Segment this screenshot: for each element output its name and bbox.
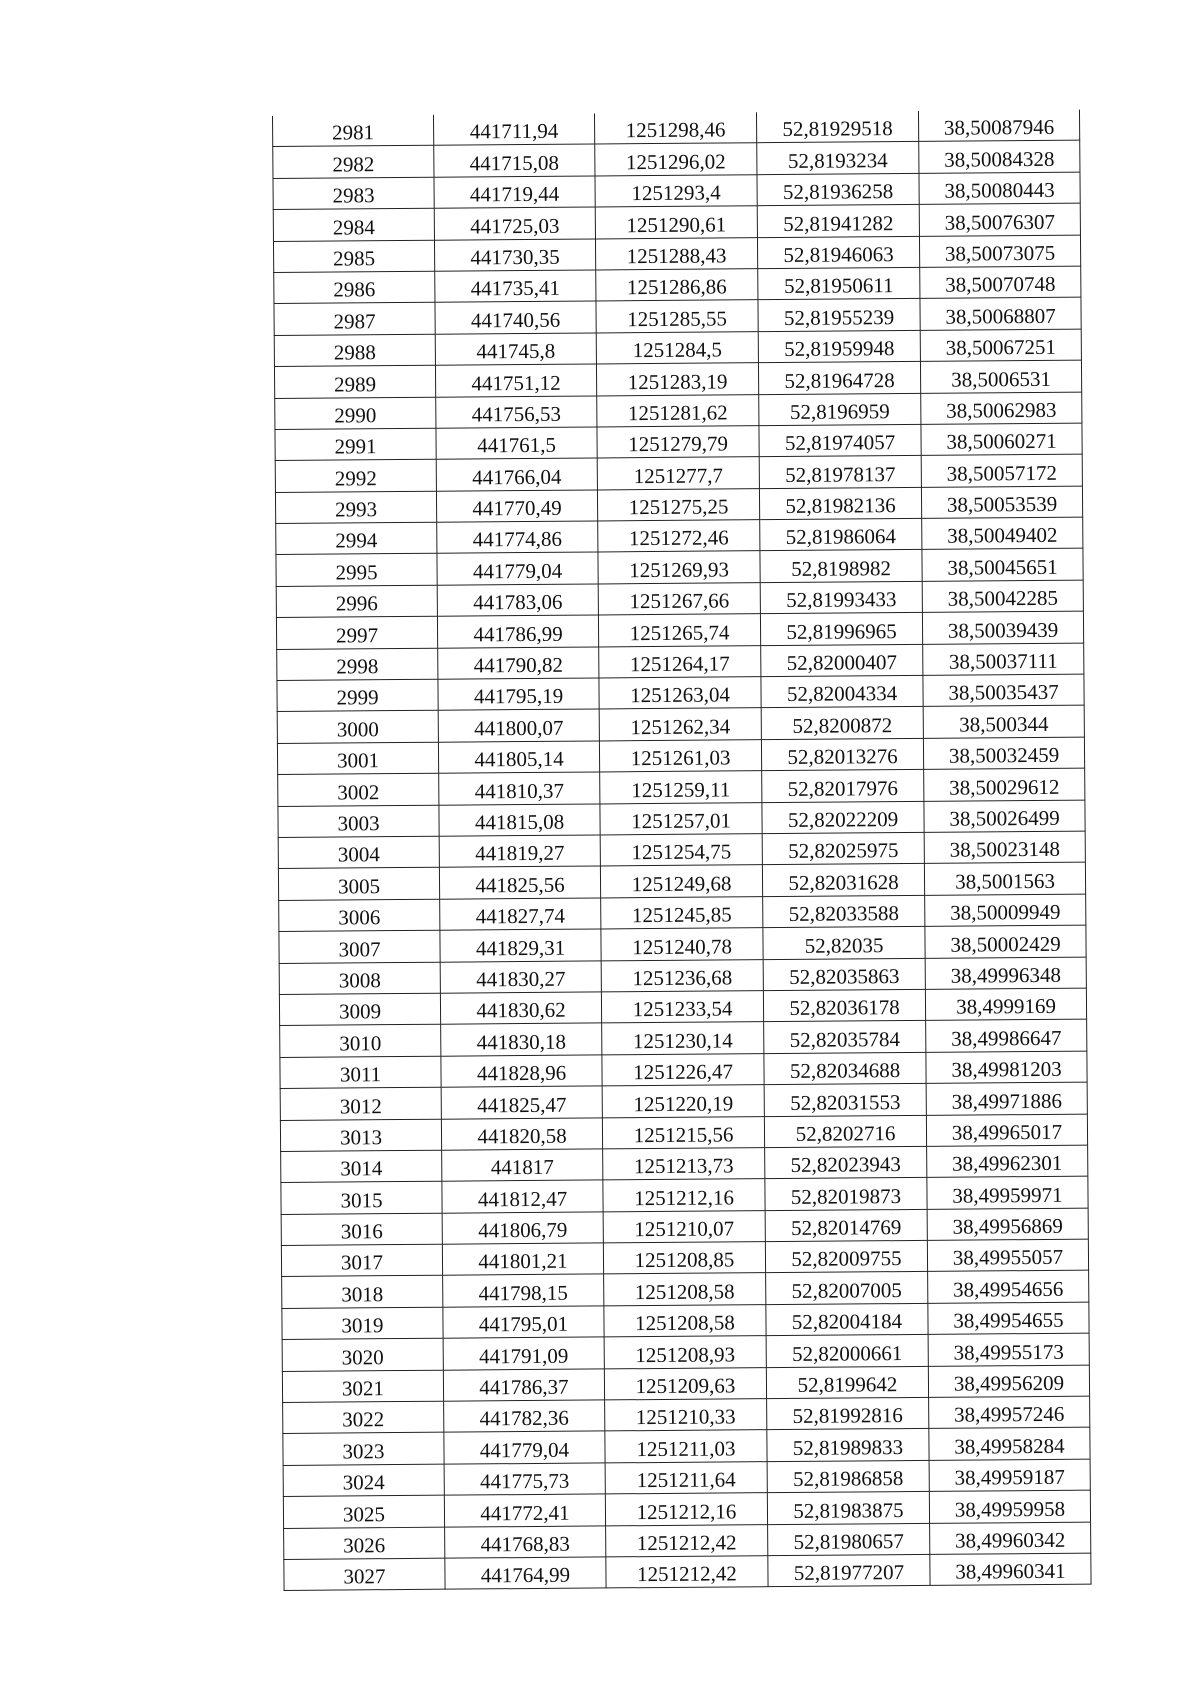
coordinates-table bbox=[272, 110, 1092, 1592]
x-coordinate-cell: 441810,37 bbox=[439, 772, 600, 805]
point-number-cell: 2988 bbox=[274, 334, 435, 367]
latitude-cell: 52,82022209 bbox=[762, 801, 924, 834]
latitude-cell: 52,8200872 bbox=[761, 707, 923, 740]
y-coordinate-cell: 1251275,25 bbox=[597, 488, 759, 521]
point-number-cell: 2994 bbox=[276, 522, 437, 555]
longitude-cell: 38,5001563 bbox=[924, 863, 1085, 896]
latitude-cell: 52,82035784 bbox=[764, 1021, 926, 1054]
x-coordinate-cell: 441825,47 bbox=[441, 1086, 602, 1119]
y-coordinate-cell: 1251293,4 bbox=[595, 174, 757, 207]
point-number-cell: 3026 bbox=[284, 1527, 445, 1560]
latitude-cell: 52,82031628 bbox=[762, 864, 924, 897]
point-number-cell: 3007 bbox=[279, 930, 440, 963]
point-number-cell: 2991 bbox=[275, 428, 436, 461]
y-coordinate-cell: 1251208,58 bbox=[604, 1273, 766, 1306]
point-number-cell: 3025 bbox=[283, 1495, 444, 1528]
y-coordinate-cell: 1251211,64 bbox=[605, 1461, 767, 1494]
longitude-cell: 38,50062983 bbox=[921, 392, 1082, 425]
point-number-cell: 3027 bbox=[284, 1558, 445, 1591]
point-number-cell: 3018 bbox=[282, 1276, 443, 1309]
latitude-cell: 52,81986858 bbox=[767, 1460, 929, 1493]
longitude-cell: 38,49959958 bbox=[929, 1490, 1090, 1523]
longitude-cell: 38,4999169 bbox=[925, 988, 1086, 1021]
longitude-cell: 38,49960341 bbox=[930, 1553, 1091, 1586]
x-coordinate-cell: 441830,27 bbox=[440, 960, 601, 993]
x-coordinate-cell: 441775,73 bbox=[444, 1463, 605, 1496]
longitude-cell: 38,49958284 bbox=[929, 1428, 1090, 1461]
latitude-cell: 52,81992816 bbox=[767, 1397, 929, 1430]
latitude-cell: 52,81980657 bbox=[768, 1523, 930, 1556]
longitude-cell: 38,50084328 bbox=[919, 141, 1080, 174]
latitude-cell: 52,82004334 bbox=[761, 675, 923, 708]
y-coordinate-cell: 1251288,43 bbox=[595, 237, 757, 270]
x-coordinate-cell: 441766,04 bbox=[436, 458, 597, 491]
latitude-cell: 52,81974057 bbox=[759, 424, 921, 457]
longitude-cell: 38,500344 bbox=[923, 706, 1084, 739]
longitude-cell: 38,49986647 bbox=[926, 1019, 1087, 1052]
y-coordinate-cell: 1251208,85 bbox=[603, 1242, 765, 1275]
longitude-cell: 38,50057172 bbox=[921, 454, 1082, 487]
latitude-cell: 52,8196959 bbox=[759, 393, 921, 426]
y-coordinate-cell: 1251272,46 bbox=[598, 520, 760, 553]
point-number-cell: 3008 bbox=[279, 962, 440, 995]
point-number-cell: 2995 bbox=[276, 554, 437, 587]
point-number-cell: 3002 bbox=[278, 773, 439, 806]
y-coordinate-cell: 1251264,17 bbox=[599, 645, 761, 678]
longitude-cell: 38,49954656 bbox=[928, 1271, 1089, 1304]
y-coordinate-cell: 1251261,03 bbox=[599, 739, 761, 772]
longitude-cell: 38,49956869 bbox=[927, 1208, 1088, 1241]
longitude-cell: 38,49954655 bbox=[928, 1302, 1089, 1335]
y-coordinate-cell: 1251263,04 bbox=[599, 677, 761, 710]
longitude-cell: 38,50037111 bbox=[923, 643, 1084, 676]
point-number-cell: 3004 bbox=[278, 836, 439, 869]
x-coordinate-cell: 441786,99 bbox=[437, 615, 598, 648]
x-coordinate-cell: 441779,04 bbox=[444, 1431, 605, 1464]
y-coordinate-cell: 1251277,7 bbox=[597, 457, 759, 490]
point-number-cell: 3003 bbox=[278, 805, 439, 838]
point-number-cell: 2982 bbox=[273, 146, 434, 179]
latitude-cell: 52,8202716 bbox=[764, 1115, 926, 1148]
longitude-cell: 38,50049402 bbox=[922, 517, 1083, 550]
latitude-cell: 52,82036178 bbox=[763, 989, 925, 1022]
y-coordinate-cell: 1251285,55 bbox=[596, 300, 758, 333]
y-coordinate-cell: 1251208,93 bbox=[604, 1336, 766, 1369]
point-number-cell: 2985 bbox=[273, 240, 434, 273]
x-coordinate-cell: 441795,01 bbox=[443, 1306, 604, 1339]
latitude-cell: 52,82019873 bbox=[765, 1178, 927, 1211]
longitude-cell: 38,49965017 bbox=[926, 1114, 1087, 1147]
latitude-cell: 52,82033588 bbox=[763, 895, 925, 928]
point-number-cell: 2993 bbox=[275, 491, 436, 524]
longitude-cell: 38,49962301 bbox=[927, 1145, 1088, 1178]
latitude-cell: 52,82035 bbox=[763, 927, 925, 960]
coordinates-table-body bbox=[272, 110, 1091, 1591]
latitude-cell: 52,82023943 bbox=[765, 1146, 927, 1179]
latitude-cell: 52,81989833 bbox=[767, 1429, 929, 1462]
longitude-cell: 38,50029612 bbox=[924, 768, 1085, 801]
latitude-cell: 52,82034688 bbox=[764, 1052, 926, 1085]
latitude-cell: 52,82031553 bbox=[764, 1084, 926, 1117]
longitude-cell: 38,49955057 bbox=[927, 1239, 1088, 1272]
point-number-cell: 2998 bbox=[277, 648, 438, 681]
latitude-cell: 52,81929518 bbox=[756, 111, 918, 143]
latitude-cell: 52,82000407 bbox=[761, 644, 923, 677]
latitude-cell: 52,81986064 bbox=[760, 518, 922, 551]
x-coordinate-cell: 441751,12 bbox=[435, 364, 596, 397]
point-number-cell: 3021 bbox=[282, 1370, 443, 1403]
latitude-cell: 52,82025975 bbox=[762, 832, 924, 865]
point-number-cell: 3006 bbox=[279, 899, 440, 932]
latitude-cell: 52,81959948 bbox=[758, 330, 920, 363]
latitude-cell: 52,81936258 bbox=[757, 173, 919, 206]
longitude-cell: 38,50032459 bbox=[923, 737, 1084, 770]
latitude-cell: 52,81950611 bbox=[758, 267, 920, 300]
x-coordinate-cell: 441798,15 bbox=[443, 1274, 604, 1307]
latitude-cell: 52,82013276 bbox=[761, 738, 923, 771]
longitude-cell: 38,50023148 bbox=[924, 831, 1085, 864]
longitude-cell: 38,50068807 bbox=[920, 297, 1081, 330]
y-coordinate-cell: 1251259,11 bbox=[600, 771, 762, 804]
longitude-cell: 38,50045651 bbox=[922, 549, 1083, 582]
y-coordinate-cell: 1251236,68 bbox=[601, 959, 763, 992]
x-coordinate-cell: 441735,41 bbox=[435, 270, 596, 303]
longitude-cell: 38,50026499 bbox=[924, 800, 1085, 833]
point-number-cell: 3005 bbox=[278, 868, 439, 901]
x-coordinate-cell: 441768,83 bbox=[445, 1526, 606, 1559]
x-coordinate-cell: 441805,14 bbox=[438, 741, 599, 774]
x-coordinate-cell: 441761,5 bbox=[436, 427, 597, 460]
x-coordinate-cell: 441711,94 bbox=[433, 113, 594, 145]
longitude-cell: 38,50080443 bbox=[919, 172, 1080, 205]
longitude-cell: 38,50070748 bbox=[920, 266, 1081, 299]
latitude-cell: 52,8193234 bbox=[757, 142, 919, 175]
point-number-cell: 3001 bbox=[277, 742, 438, 775]
point-number-cell: 2999 bbox=[277, 679, 438, 712]
y-coordinate-cell: 1251240,78 bbox=[601, 928, 763, 961]
y-coordinate-cell: 1251284,5 bbox=[596, 331, 758, 364]
latitude-cell: 52,82000661 bbox=[766, 1335, 928, 1368]
x-coordinate-cell: 441740,56 bbox=[435, 301, 596, 334]
point-number-cell: 3024 bbox=[283, 1464, 444, 1497]
point-number-cell: 3015 bbox=[281, 1181, 442, 1214]
latitude-cell: 52,81983875 bbox=[767, 1492, 929, 1525]
latitude-cell: 52,81955239 bbox=[758, 299, 920, 332]
x-coordinate-cell: 441819,27 bbox=[439, 835, 600, 868]
point-number-cell: 3000 bbox=[277, 711, 438, 744]
y-coordinate-cell: 1251213,73 bbox=[603, 1148, 765, 1181]
table-row bbox=[284, 1553, 1091, 1591]
longitude-cell: 38,50073075 bbox=[919, 235, 1080, 268]
x-coordinate-cell: 441801,21 bbox=[442, 1243, 603, 1276]
point-number-cell: 2992 bbox=[275, 460, 436, 493]
point-number-cell: 2987 bbox=[274, 303, 435, 336]
x-coordinate-cell: 441830,62 bbox=[440, 992, 601, 1025]
point-number-cell: 3020 bbox=[282, 1338, 443, 1371]
x-coordinate-cell: 441779,04 bbox=[437, 552, 598, 585]
x-coordinate-cell: 441812,47 bbox=[442, 1180, 603, 1213]
point-number-cell: 3016 bbox=[281, 1213, 442, 1246]
latitude-cell: 52,82004184 bbox=[766, 1303, 928, 1336]
longitude-cell: 38,50053539 bbox=[921, 486, 1082, 519]
latitude-cell: 52,81993433 bbox=[760, 581, 922, 614]
point-number-cell: 2990 bbox=[275, 397, 436, 430]
x-coordinate-cell: 441783,06 bbox=[437, 584, 598, 617]
y-coordinate-cell: 1251233,54 bbox=[601, 991, 763, 1024]
latitude-cell: 52,8199642 bbox=[766, 1366, 928, 1399]
x-coordinate-cell: 441774,86 bbox=[437, 521, 598, 554]
y-coordinate-cell: 1251220,19 bbox=[602, 1085, 764, 1118]
point-number-cell: 3010 bbox=[280, 1025, 441, 1058]
y-coordinate-cell: 1251212,42 bbox=[606, 1524, 768, 1557]
longitude-cell: 38,50076307 bbox=[919, 203, 1080, 236]
x-coordinate-cell: 441782,36 bbox=[444, 1400, 605, 1433]
longitude-cell: 38,50042285 bbox=[922, 580, 1083, 613]
longitude-cell: 38,50009949 bbox=[925, 894, 1086, 927]
point-number-cell: 3017 bbox=[281, 1244, 442, 1277]
y-coordinate-cell: 1251212,16 bbox=[605, 1493, 767, 1526]
latitude-cell: 52,81946063 bbox=[757, 236, 919, 269]
x-coordinate-cell: 441770,49 bbox=[436, 490, 597, 523]
point-number-cell: 2996 bbox=[276, 585, 437, 618]
x-coordinate-cell: 441790,82 bbox=[438, 647, 599, 680]
y-coordinate-cell: 1251249,68 bbox=[600, 865, 762, 898]
latitude-cell: 52,81964728 bbox=[758, 362, 920, 395]
y-coordinate-cell: 1251262,34 bbox=[599, 708, 761, 741]
x-coordinate-cell: 441745,8 bbox=[435, 333, 596, 366]
longitude-cell: 38,50039439 bbox=[922, 611, 1083, 644]
y-coordinate-cell: 1251267,66 bbox=[598, 583, 760, 616]
longitude-cell: 38,49996348 bbox=[925, 957, 1086, 990]
x-coordinate-cell: 441795,19 bbox=[438, 678, 599, 711]
point-number-cell: 3022 bbox=[283, 1401, 444, 1434]
point-number-cell: 3023 bbox=[283, 1433, 444, 1466]
latitude-cell: 52,81982136 bbox=[759, 487, 921, 520]
latitude-cell: 52,82007005 bbox=[766, 1272, 928, 1305]
y-coordinate-cell: 1251226,47 bbox=[602, 1053, 764, 1086]
latitude-cell: 52,82035863 bbox=[763, 958, 925, 991]
point-number-cell: 2984 bbox=[273, 208, 434, 241]
x-coordinate-cell: 441829,31 bbox=[440, 929, 601, 962]
longitude-cell: 38,49971886 bbox=[926, 1082, 1087, 1115]
x-coordinate-cell: 441772,41 bbox=[444, 1494, 605, 1527]
point-number-cell: 3012 bbox=[280, 1087, 441, 1120]
x-coordinate-cell: 441828,96 bbox=[441, 1055, 602, 1088]
longitude-cell: 38,50067251 bbox=[920, 329, 1081, 362]
latitude-cell: 52,82014769 bbox=[765, 1209, 927, 1242]
y-coordinate-cell: 1251279,79 bbox=[597, 426, 759, 459]
longitude-cell: 38,49981203 bbox=[926, 1051, 1087, 1084]
latitude-cell: 52,82017976 bbox=[762, 770, 924, 803]
y-coordinate-cell: 1251286,86 bbox=[596, 269, 758, 302]
point-number-cell: 2983 bbox=[273, 177, 434, 210]
latitude-cell: 52,81978137 bbox=[759, 456, 921, 489]
longitude-cell: 38,49956209 bbox=[928, 1365, 1089, 1398]
y-coordinate-cell: 1251296,02 bbox=[595, 143, 757, 176]
y-coordinate-cell: 1251209,63 bbox=[604, 1367, 766, 1400]
y-coordinate-cell: 1251210,07 bbox=[603, 1210, 765, 1243]
longitude-cell: 38,49955173 bbox=[928, 1333, 1089, 1366]
point-number-cell: 2981 bbox=[272, 115, 433, 147]
x-coordinate-cell: 441800,07 bbox=[438, 709, 599, 742]
longitude-cell: 38,50002429 bbox=[925, 925, 1086, 958]
x-coordinate-cell: 441825,56 bbox=[439, 866, 600, 899]
y-coordinate-cell: 1251211,03 bbox=[605, 1430, 767, 1463]
y-coordinate-cell: 1251212,42 bbox=[606, 1556, 768, 1589]
y-coordinate-cell: 1251269,93 bbox=[598, 551, 760, 584]
point-number-cell: 2997 bbox=[276, 616, 437, 649]
latitude-cell: 52,81941282 bbox=[757, 205, 919, 238]
longitude-cell: 38,50060271 bbox=[921, 423, 1082, 456]
x-coordinate-cell: 441815,08 bbox=[439, 804, 600, 837]
x-coordinate-cell: 441715,08 bbox=[434, 144, 595, 177]
x-coordinate-cell: 441827,74 bbox=[440, 898, 601, 931]
latitude-cell: 52,81996965 bbox=[760, 613, 922, 646]
y-coordinate-cell: 1251208,58 bbox=[604, 1305, 766, 1338]
x-coordinate-cell: 441719,44 bbox=[434, 176, 595, 209]
latitude-cell: 52,8198982 bbox=[760, 550, 922, 583]
point-number-cell: 3009 bbox=[279, 993, 440, 1026]
point-number-cell: 2986 bbox=[274, 271, 435, 304]
longitude-cell: 38,49959971 bbox=[927, 1176, 1088, 1209]
x-coordinate-cell: 441786,37 bbox=[443, 1369, 604, 1402]
y-coordinate-cell: 1251290,61 bbox=[595, 206, 757, 239]
x-coordinate-cell: 441820,58 bbox=[441, 1117, 602, 1150]
point-number-cell: 2989 bbox=[274, 365, 435, 398]
x-coordinate-cell: 441791,09 bbox=[443, 1337, 604, 1370]
longitude-cell: 38,5006531 bbox=[920, 360, 1081, 393]
y-coordinate-cell: 1251215,56 bbox=[602, 1116, 764, 1149]
x-coordinate-cell: 441764,99 bbox=[445, 1557, 606, 1590]
y-coordinate-cell: 1251254,75 bbox=[600, 834, 762, 867]
longitude-cell: 38,50087946 bbox=[918, 110, 1079, 142]
point-number-cell: 3019 bbox=[282, 1307, 443, 1340]
x-coordinate-cell: 441817 bbox=[442, 1149, 603, 1182]
x-coordinate-cell: 441756,53 bbox=[436, 395, 597, 428]
x-coordinate-cell: 441725,03 bbox=[434, 207, 595, 240]
y-coordinate-cell: 1251281,62 bbox=[597, 394, 759, 427]
x-coordinate-cell: 441730,35 bbox=[434, 239, 595, 272]
y-coordinate-cell: 1251298,46 bbox=[594, 112, 756, 144]
y-coordinate-cell: 1251257,01 bbox=[600, 802, 762, 835]
y-coordinate-cell: 1251283,19 bbox=[596, 363, 758, 396]
y-coordinate-cell: 1251265,74 bbox=[598, 614, 760, 647]
longitude-cell: 38,50035437 bbox=[923, 674, 1084, 707]
y-coordinate-cell: 1251245,85 bbox=[601, 896, 763, 929]
point-number-cell: 3014 bbox=[281, 1150, 442, 1183]
point-number-cell: 3011 bbox=[280, 1056, 441, 1089]
latitude-cell: 52,81977207 bbox=[768, 1554, 930, 1587]
longitude-cell: 38,49959187 bbox=[929, 1459, 1090, 1492]
latitude-cell: 52,82009755 bbox=[765, 1240, 927, 1273]
x-coordinate-cell: 441806,79 bbox=[442, 1212, 603, 1245]
x-coordinate-cell: 441830,18 bbox=[441, 1023, 602, 1056]
y-coordinate-cell: 1251212,16 bbox=[603, 1179, 765, 1212]
longitude-cell: 38,49960342 bbox=[930, 1522, 1091, 1555]
y-coordinate-cell: 1251210,33 bbox=[605, 1399, 767, 1432]
y-coordinate-cell: 1251230,14 bbox=[602, 1022, 764, 1055]
point-number-cell: 3013 bbox=[280, 1119, 441, 1152]
longitude-cell: 38,49957246 bbox=[929, 1396, 1090, 1429]
